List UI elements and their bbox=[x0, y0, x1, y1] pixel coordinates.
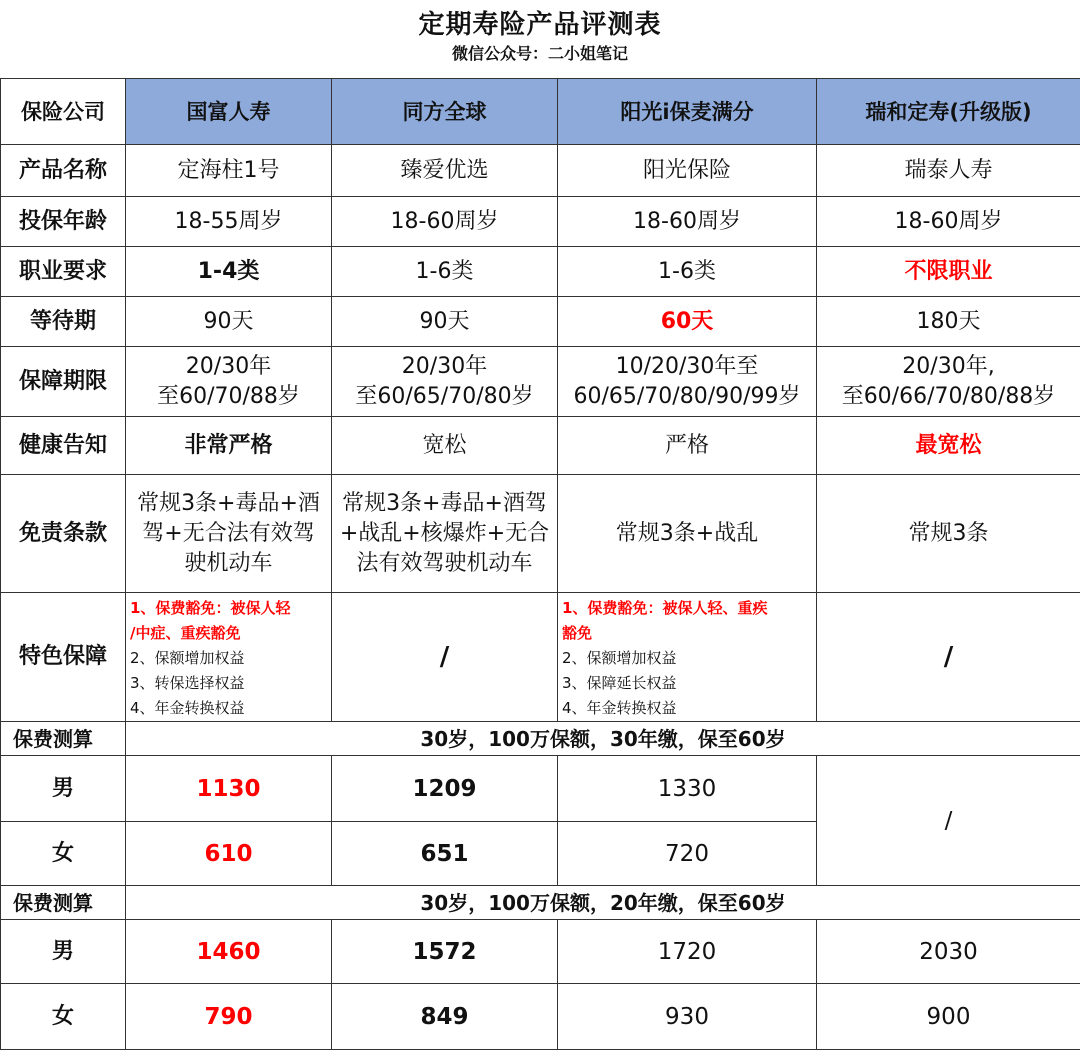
feature-line: 4、年金转换权益 bbox=[130, 696, 327, 721]
exclusion-cell bbox=[126, 475, 332, 593]
premium-band-text: 30岁，100万保额，20年缴，保至60岁 bbox=[126, 886, 1080, 920]
feature-cell bbox=[558, 593, 817, 722]
premium-cell: 610 bbox=[126, 822, 332, 886]
exclusion-line: 常规3条+毒品+酒 bbox=[128, 489, 329, 519]
product-cell: 阳光保险 bbox=[558, 145, 817, 197]
term-line: 至60/66/70/80/88岁 bbox=[819, 382, 1078, 412]
age-row bbox=[1, 197, 1080, 247]
premium-band-20 bbox=[1, 886, 1080, 920]
health-row bbox=[1, 417, 1080, 475]
exclusion-line: 常规3条+毒品+酒驾 bbox=[334, 489, 555, 519]
row-label-occupation: 职业要求 bbox=[1, 247, 126, 297]
row-label-male: 男 bbox=[1, 756, 126, 822]
title-block bbox=[0, 0, 1080, 79]
premium-cell: 720 bbox=[558, 822, 817, 886]
row-label-premium: 保费测算 bbox=[1, 886, 126, 920]
row-label-exclusion: 免责条款 bbox=[1, 475, 126, 593]
premium-cell: 930 bbox=[558, 984, 817, 1050]
row-label-company: 保险公司 bbox=[1, 79, 126, 145]
age-cell: 18-60周岁 bbox=[817, 197, 1080, 247]
row-label-waiting: 等待期 bbox=[1, 297, 126, 347]
occupation-cell: 不限职业 bbox=[817, 247, 1080, 297]
exclusion-line: 驶机动车 bbox=[128, 549, 329, 579]
exclusion-line: 法有效驾驶机动车 bbox=[334, 549, 555, 579]
term-line: 至60/70/88岁 bbox=[128, 382, 329, 412]
premium-cell: 2030 bbox=[817, 920, 1080, 984]
exclusion-line: 驾+无合法有效驾 bbox=[128, 519, 329, 549]
product-cell: 臻爱优选 bbox=[332, 145, 558, 197]
term-line: 60/65/70/80/90/99岁 bbox=[560, 382, 814, 412]
term-cell bbox=[126, 347, 332, 417]
occupation-cell: 1-4类 bbox=[126, 247, 332, 297]
premium-cell: 1572 bbox=[332, 920, 558, 984]
term-cell bbox=[558, 347, 817, 417]
premium-cell: 849 bbox=[332, 984, 558, 1050]
company-row bbox=[1, 79, 1080, 145]
term-line: 10/20/30年至 bbox=[560, 352, 814, 382]
term-line: 20/30年 bbox=[334, 352, 555, 382]
premium-cell: / bbox=[817, 756, 1080, 886]
row-label-age: 投保年龄 bbox=[1, 197, 126, 247]
feature-cell: / bbox=[817, 593, 1080, 722]
feature-line: 2、保额增加权益 bbox=[130, 646, 327, 671]
waiting-cell: 60天 bbox=[558, 297, 817, 347]
term-row bbox=[1, 347, 1080, 417]
exclusion-cell: 常规3条 bbox=[817, 475, 1080, 593]
row-label-male: 男 bbox=[1, 920, 126, 984]
row-label-health: 健康告知 bbox=[1, 417, 126, 475]
premium-cell: 900 bbox=[817, 984, 1080, 1050]
feature-cell bbox=[126, 593, 332, 722]
premium-band-text: 30岁，100万保额，30年缴，保至60岁 bbox=[126, 722, 1080, 756]
premium-cell: 651 bbox=[332, 822, 558, 886]
comparison-table bbox=[0, 78, 1080, 1050]
product-cell: 定海柱1号 bbox=[126, 145, 332, 197]
page-subtitle: 微信公众号：二小姐笔记 bbox=[0, 40, 1080, 64]
row-label-premium: 保费测算 bbox=[1, 722, 126, 756]
exclusion-cell bbox=[332, 475, 558, 593]
feature-line: 豁免 bbox=[562, 621, 812, 646]
row-label-term: 保障期限 bbox=[1, 347, 126, 417]
waiting-cell: 180天 bbox=[817, 297, 1080, 347]
term-line: 20/30年, bbox=[819, 352, 1078, 382]
waiting-cell: 90天 bbox=[332, 297, 558, 347]
premium-cell: 1130 bbox=[126, 756, 332, 822]
row-label-product: 产品名称 bbox=[1, 145, 126, 197]
occupation-cell: 1-6类 bbox=[332, 247, 558, 297]
exclusion-line: +战乱+核爆炸+无合 bbox=[334, 519, 555, 549]
premium-cell: 1460 bbox=[126, 920, 332, 984]
term-line: 至60/65/70/80岁 bbox=[334, 382, 555, 412]
waiting-row bbox=[1, 297, 1080, 347]
health-cell: 最宽松 bbox=[817, 417, 1080, 475]
company-cell: 国富人寿 bbox=[126, 79, 332, 145]
feature-cell: / bbox=[332, 593, 558, 722]
premium-cell: 1720 bbox=[558, 920, 817, 984]
row-label-female: 女 bbox=[1, 984, 126, 1050]
feature-line: 4、年金转换权益 bbox=[562, 696, 812, 721]
company-cell: 同方全球 bbox=[332, 79, 558, 145]
age-cell: 18-55周岁 bbox=[126, 197, 332, 247]
product-row bbox=[1, 145, 1080, 197]
health-cell: 非常严格 bbox=[126, 417, 332, 475]
feature-line: 3、转保选择权益 bbox=[130, 671, 327, 696]
term-cell bbox=[817, 347, 1080, 417]
feature-line: 1、保费豁免：被保人轻、重疾 bbox=[562, 596, 812, 621]
premium-cell: 1209 bbox=[332, 756, 558, 822]
exclusion-cell: 常规3条+战乱 bbox=[558, 475, 817, 593]
company-cell: 阳光i保麦满分 bbox=[558, 79, 817, 145]
company-cell: 瑞和定寿(升级版) bbox=[817, 79, 1080, 145]
feature-line: 2、保额增加权益 bbox=[562, 646, 812, 671]
age-cell: 18-60周岁 bbox=[332, 197, 558, 247]
feature-line: 3、保障延长权益 bbox=[562, 671, 812, 696]
occupation-row bbox=[1, 247, 1080, 297]
feature-line: /中症、重疾豁免 bbox=[130, 621, 327, 646]
term-cell bbox=[332, 347, 558, 417]
feature-row bbox=[1, 593, 1080, 722]
premium-cell: 790 bbox=[126, 984, 332, 1050]
feature-line: 1、保费豁免：被保人轻 bbox=[130, 596, 327, 621]
male-row-30 bbox=[1, 756, 1080, 822]
premium-band-30 bbox=[1, 722, 1080, 756]
row-label-feature: 特色保障 bbox=[1, 593, 126, 722]
occupation-cell: 1-6类 bbox=[558, 247, 817, 297]
health-cell: 宽松 bbox=[332, 417, 558, 475]
product-cell: 瑞泰人寿 bbox=[817, 145, 1080, 197]
female-row-20 bbox=[1, 984, 1080, 1050]
age-cell: 18-60周岁 bbox=[558, 197, 817, 247]
term-line: 20/30年 bbox=[128, 352, 329, 382]
page-title: 定期寿险产品评测表 bbox=[0, 0, 1080, 40]
row-label-female: 女 bbox=[1, 822, 126, 886]
exclusion-row bbox=[1, 475, 1080, 593]
male-row-20 bbox=[1, 920, 1080, 984]
premium-cell: 1330 bbox=[558, 756, 817, 822]
health-cell: 严格 bbox=[558, 417, 817, 475]
waiting-cell: 90天 bbox=[126, 297, 332, 347]
